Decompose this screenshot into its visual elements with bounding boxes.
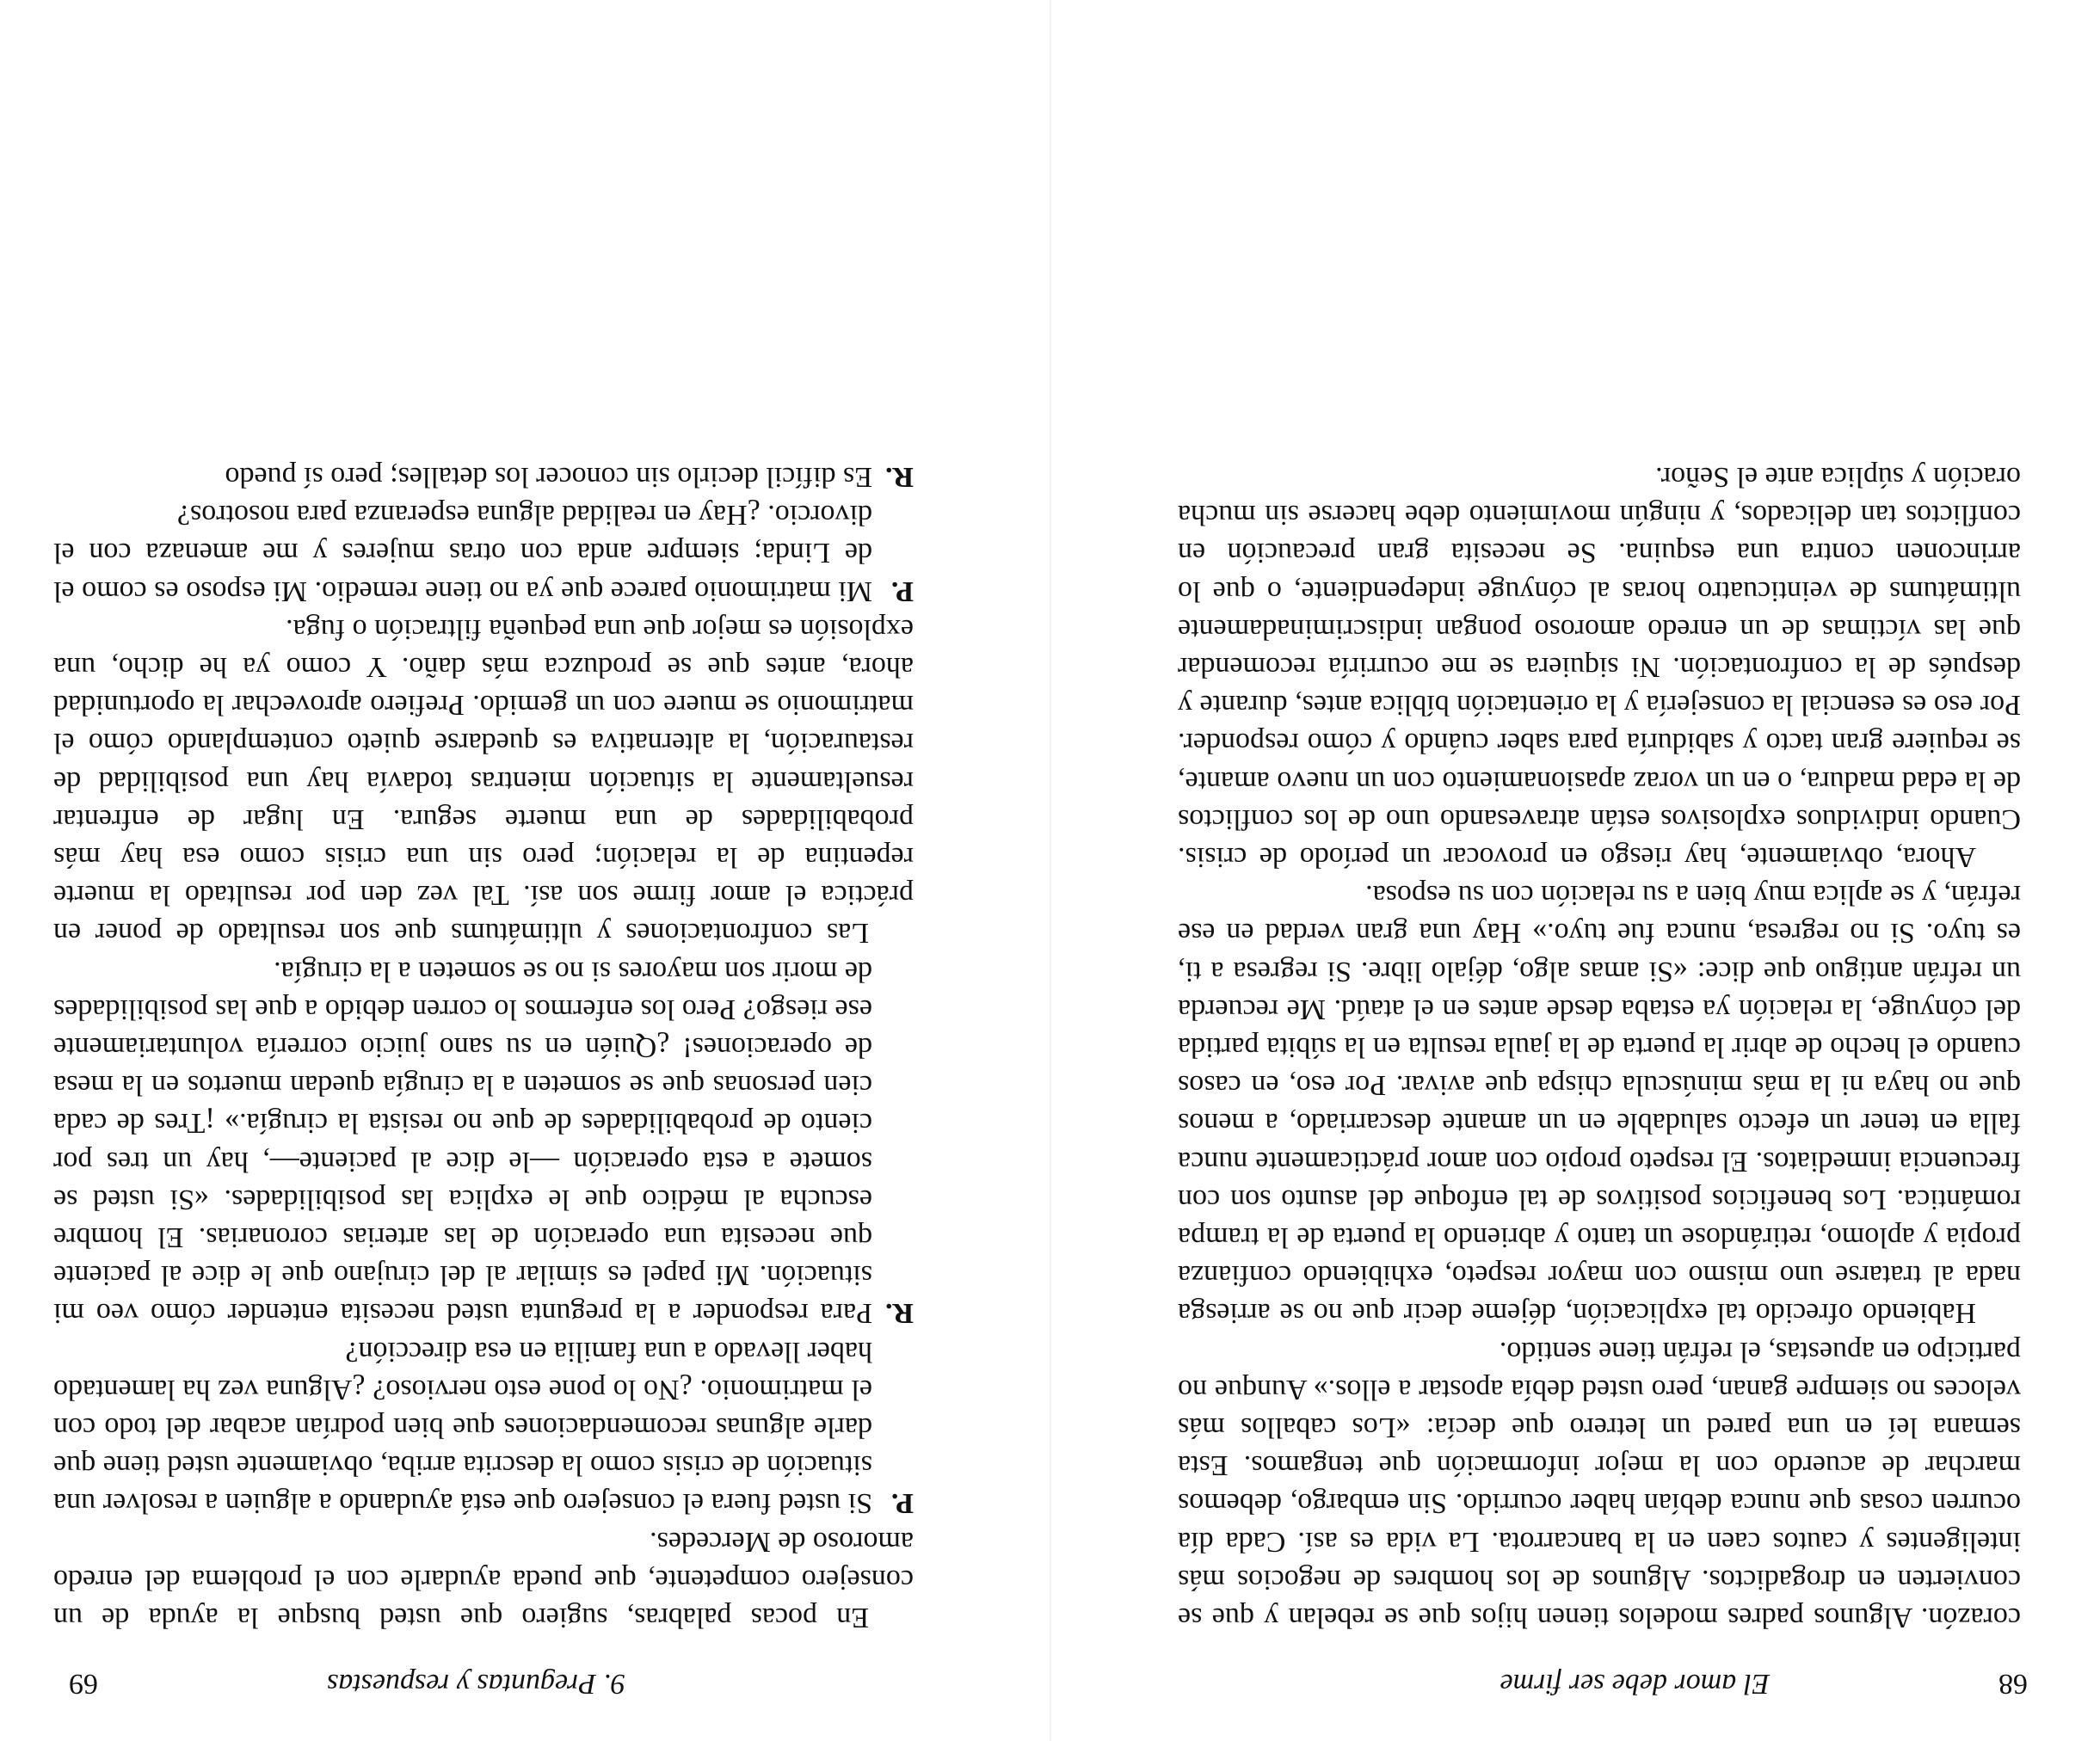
right-paragraph-4: Las confrontaciones y ultimátums que son resultado de poner en práctica el amor firme son así. Tal vez den por resultado la muerte repentina de la relación; pero sin una crisis como esa hay más probabilidades de una muerte segura. En lugar de enfrentar resueltamente la situación mientras todavía hay una posibilidad de restauración, la alternativa es quedarse quieto contemplando cómo el matrimonio se muere con un gemido. Prefiero aprovechar la oportunidad ahora, antes que se produzca más daño. Y como ya he dicho, una explosión es mejor que una pequeña filtración o fuga. [53, 612, 914, 950]
left-page-number: 68 [1998, 1668, 2028, 1700]
question-marker: P. [890, 1487, 914, 1520]
left-paragraph-2: Habiendo ofrecido tal explicación, déjeme decir que no se arriesga nada al tratarse uno mismo con mayor respeto, exhibiendo confianza propia y aplomo, retirándose un tanto y abriendo la puerta de la trampa romántica. Los beneficios positivos de tal enfoque del asunto son con frecuencia inmediatos. El respeto propio con amor prácticamente nunca falla en tener un efecto saludable en un amante descarriado, a menos que no haya ni la más minúscula chispa que avivar. Por eso, en casos cuando el hecho de abrir la puerta de la jaula resulta en la súbita partida del cónyuge, la relación ya estaba desde antes en el ataúd. Me recuerda un refrán antiguo que dice: «Si amas algo, déjalo libre. Si regresa a ti, es tuyo. Si no regresa, nunca fue tuyo.» Hay una gran verdad en ese refrán, y se aplica muy bien a su relación con su esposa. [1178, 879, 2021, 1330]
answer-text: Es difícil decirlo sin conocer los detalles; pero sí puedo [225, 460, 872, 493]
left-paragraph-1: corazón. Algunos padres modelos tienen hijos que se rebelan y que se convierten en drogadictos. Algunos de los hombres de negocios más inteligentes y cautos caen en la bancarrota. La vida es así. Cada día ocurren cosas que nunca debían haber ocurrido. Sin embargo, debemos marchar de acuerdo con la mejor información que tengamos. Esta semana leí en una pared un letrero que decía: «Los caballos más veloces no siempre ganan, pero usted debía apostar a ellos.» Aunque no participo en apuestas, el refrán tiene sentido. [1178, 1335, 2021, 1633]
right-page-number: 69 [69, 1668, 98, 1700]
right-paragraph-1: En pocas palabras, sugiero que usted busque la ayuda de un consejero competente, que pueda ayudarle con el problema del enredo amoroso de Mercedes. [53, 1525, 914, 1633]
left-running-head: El amor debe ser firme [1500, 1668, 1770, 1700]
question-text: Si usted fuera el consejero que está ayudando a alguien a resolver una situación de crisis como la descrita arriba, obviamente usted tiene que darle algunas recomendaciones que bien podrían acabar del todo con el matrimonio. ¿No lo pone esto nervioso? ¿Alguna vez ha lamentado haber llevado a una familia en esa dirección? [53, 1335, 872, 1520]
question-2 [53, 495, 914, 610]
right-page-header [69, 1662, 912, 1705]
right-page-body [53, 458, 914, 1636]
left-page-body [1178, 458, 2021, 1636]
answer-2 [53, 458, 914, 495]
left-page [1050, 0, 2100, 1741]
answer-marker: R. [884, 460, 914, 493]
right-running-head: 9. Preguntas y respuestas [327, 1668, 625, 1700]
question-1 [53, 1332, 914, 1522]
answer-1 [53, 951, 914, 1332]
answer-marker: R. [884, 1297, 914, 1330]
question-marker: P. [890, 575, 914, 607]
left-page-header [1171, 1662, 2028, 1705]
question-text: Mi matrimonio parece que ya no tiene remedio. Mi esposo es como el de Linda; siempre anda con otras mujeres y me amenaza con el divorcio. ¿Hay en realidad alguna esperanza para nosotros? [53, 499, 872, 607]
left-paragraph-3: Ahora, obviamente, hay riesgo en provocar un período de crisis. Cuando individuos explosivos están atravesando uno de los conflictos de la edad madura, o en un voraz apasionamiento con un nuevo amante, se requiere gran tacto y sabiduría para saber cuándo y cómo responder. Por eso es esencial la consejería y la orientación bíblica antes, durante y después de la confrontación. Ni siquiera se me ocurriría recomendar que las víctimas de un enredo amoroso pongan indiscriminadamente ultimátums de veinticuatro horas al cónyuge independiente, o que lo arrinconen contra una esquina. Se necesita gran precaución en conflictos tan delicados, y ningún movimiento debe hacerse sin mucha oración y súplica ante el Señor. [1178, 460, 2021, 873]
answer-text: Para responder a la pregunta usted necesita entender cómo veo mi situación. Mi papel es similar al del cirujano que le dice al paciente que necesita una operación de las arterias coronarias. El hombre escucha al médico que le explica las posibilidades. «Si usted se somete a esta operación —le dice al paciente—, hay un tres por ciento de probabilidades de que no resista la cirugía.» ¡Tres de cada cien personas que se someten a la cirugía quedan muertos en la mesa de operaciones! ¿Quién en su sano juicio correría voluntariamente ese riesgo? Pero los enfermos lo corren debido a que las posibilidades de morir son mayores si no se someten a la cirugía. [53, 955, 872, 1330]
